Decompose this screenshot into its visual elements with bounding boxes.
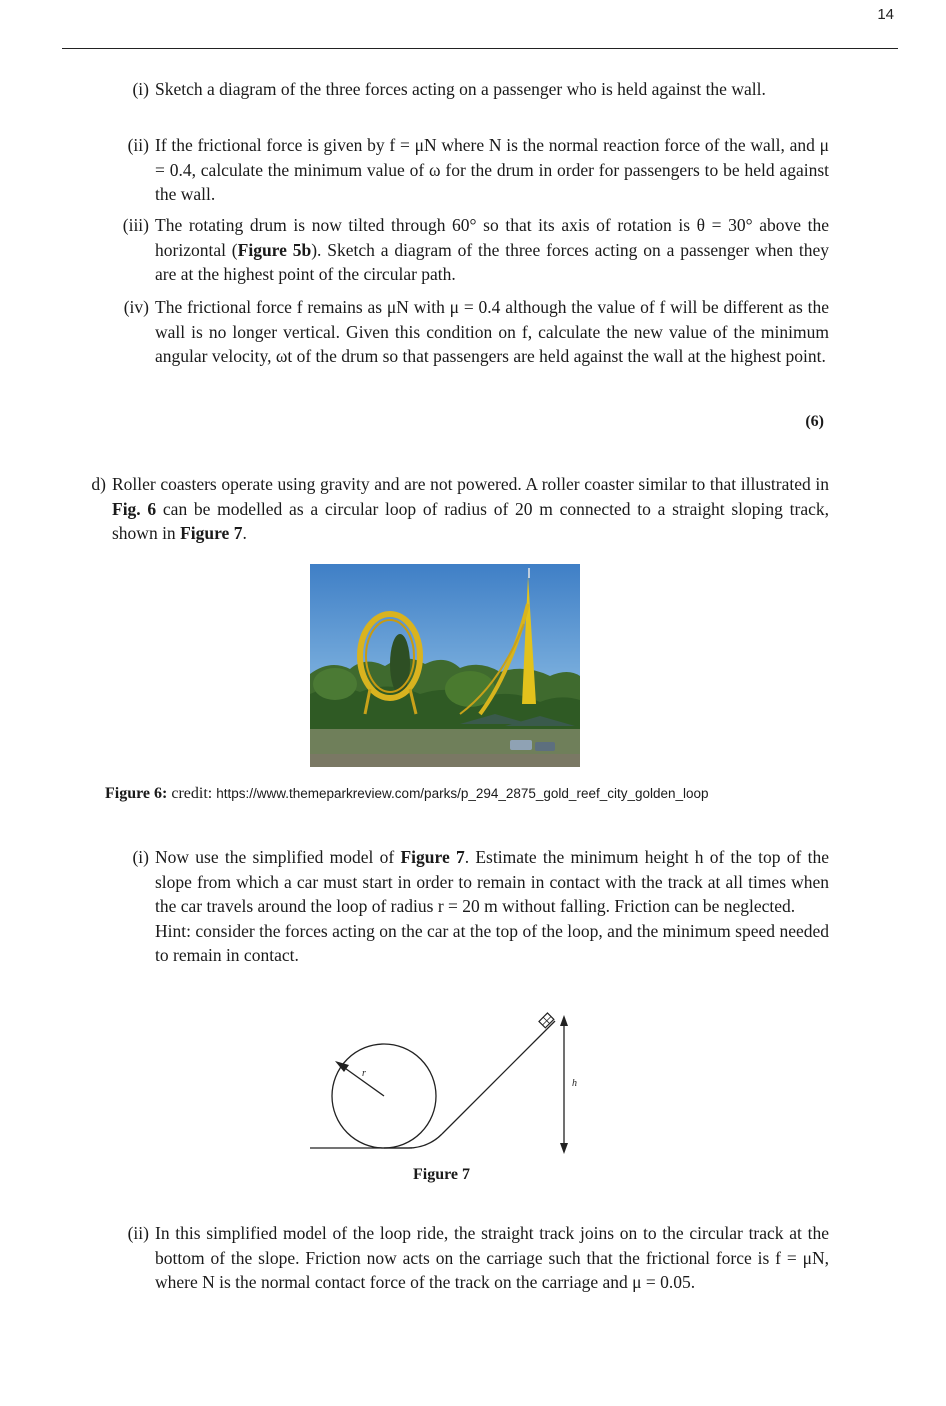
header-rule: [62, 48, 898, 49]
roller-coaster-photo: [310, 564, 580, 767]
item-number: (ii): [127, 135, 149, 155]
item-text: Roller coasters operate using gravity and are not powered. A roller coaster similar to that illustrated in: [112, 474, 829, 494]
figure-reference: Figure 7: [180, 523, 243, 543]
item-text: The frictional force f remains as μN with μ = 0.4 although the value of f will be different as the wall is no longer vertical. Given this condition on f, calculate the new value of the minimum angular velocity, ωt of the drum so that passengers are held against the wall at the highest point.: [155, 297, 829, 366]
question-c-ii: [127, 133, 829, 207]
figure-reference: Figure 7: [400, 847, 465, 867]
question-d-ii: [127, 1221, 829, 1295]
item-text: In this simplified model of the loop ride, the straight track joins on to the circular track at the bottom of the slope. Friction now acts on the carriage such that the frictional force is f = μN, where N is the normal contact force of the track on the carriage and μ = 0.05.: [155, 1223, 829, 1292]
item-number: (i): [132, 79, 149, 99]
item-text: The rotating drum is now tilted through 60° so that its axis of rotation is θ = 30° above the horizontal (: [155, 215, 829, 260]
item-number: (iv): [123, 297, 149, 317]
figure-label: Figure 6:: [105, 785, 168, 802]
radius-label: r: [362, 1068, 366, 1079]
item-text: If the frictional force is given by f = μN where N is the normal reaction force of the wall, and μ = 0.4, calculate the minimum value of ω for the drum in order for passengers to be held against the wall.: [155, 135, 829, 204]
page-number: 14: [877, 6, 894, 23]
item-text: Sketch a diagram of the three forces acting on a passenger who is held against the wall.: [155, 79, 766, 99]
question-d-intro: [91, 472, 829, 546]
item-number: d): [91, 474, 106, 494]
height-arrowhead-top: [560, 1015, 568, 1026]
item-text: can be modelled as a circular loop of radius of 20 m connected to a straight sloping track, shown in: [112, 498, 829, 543]
figure-reference: Figure 5b: [237, 239, 312, 260]
credit-url[interactable]: https://www.themeparkreview.com/parks/p_294_2875_gold_reef_city_golden_loop: [216, 786, 709, 801]
hint-text: Hint: consider the forces acting on the car at the top of the loop, and the minimum speed needed to remain in contact.: [155, 920, 829, 965]
item-text: . Estimate the minimum height h of the top of the slope from which a car must start in order to remain in contact with the track at all times when the car travels around the loop of radius r = 20 m without falling. Friction can be neglected.: [155, 847, 829, 916]
figure-7-diagram: [300, 1005, 600, 1160]
question-c-iv: [123, 295, 829, 369]
figure-reference: Fig. 6: [112, 498, 157, 519]
question-d-i: [132, 845, 829, 968]
figure-7-title: Figure 7: [413, 1166, 471, 1183]
item-number: (ii): [127, 1223, 149, 1243]
question-c-iii: [122, 213, 829, 287]
item-number: (iii): [122, 215, 149, 235]
slope-track: [442, 1021, 555, 1134]
marks-label: (6): [805, 413, 824, 430]
item-text: Now use the simplified model of: [155, 847, 401, 867]
track-curve: [384, 1134, 442, 1148]
item-text: ). Sketch a diagram of the three forces acting on a passenger when they are at the highest point of the circular path.: [155, 239, 829, 284]
question-c-i: [132, 77, 829, 102]
item-number: (i): [132, 847, 149, 867]
cart-icon: [539, 1013, 554, 1028]
height-arrowhead-bottom: [560, 1143, 568, 1154]
height-label: h: [572, 1078, 577, 1089]
item-text: .: [242, 523, 247, 543]
radius-arrowhead: [335, 1061, 349, 1072]
credit-label: credit:: [171, 785, 213, 802]
figure-6-caption: [105, 785, 709, 803]
